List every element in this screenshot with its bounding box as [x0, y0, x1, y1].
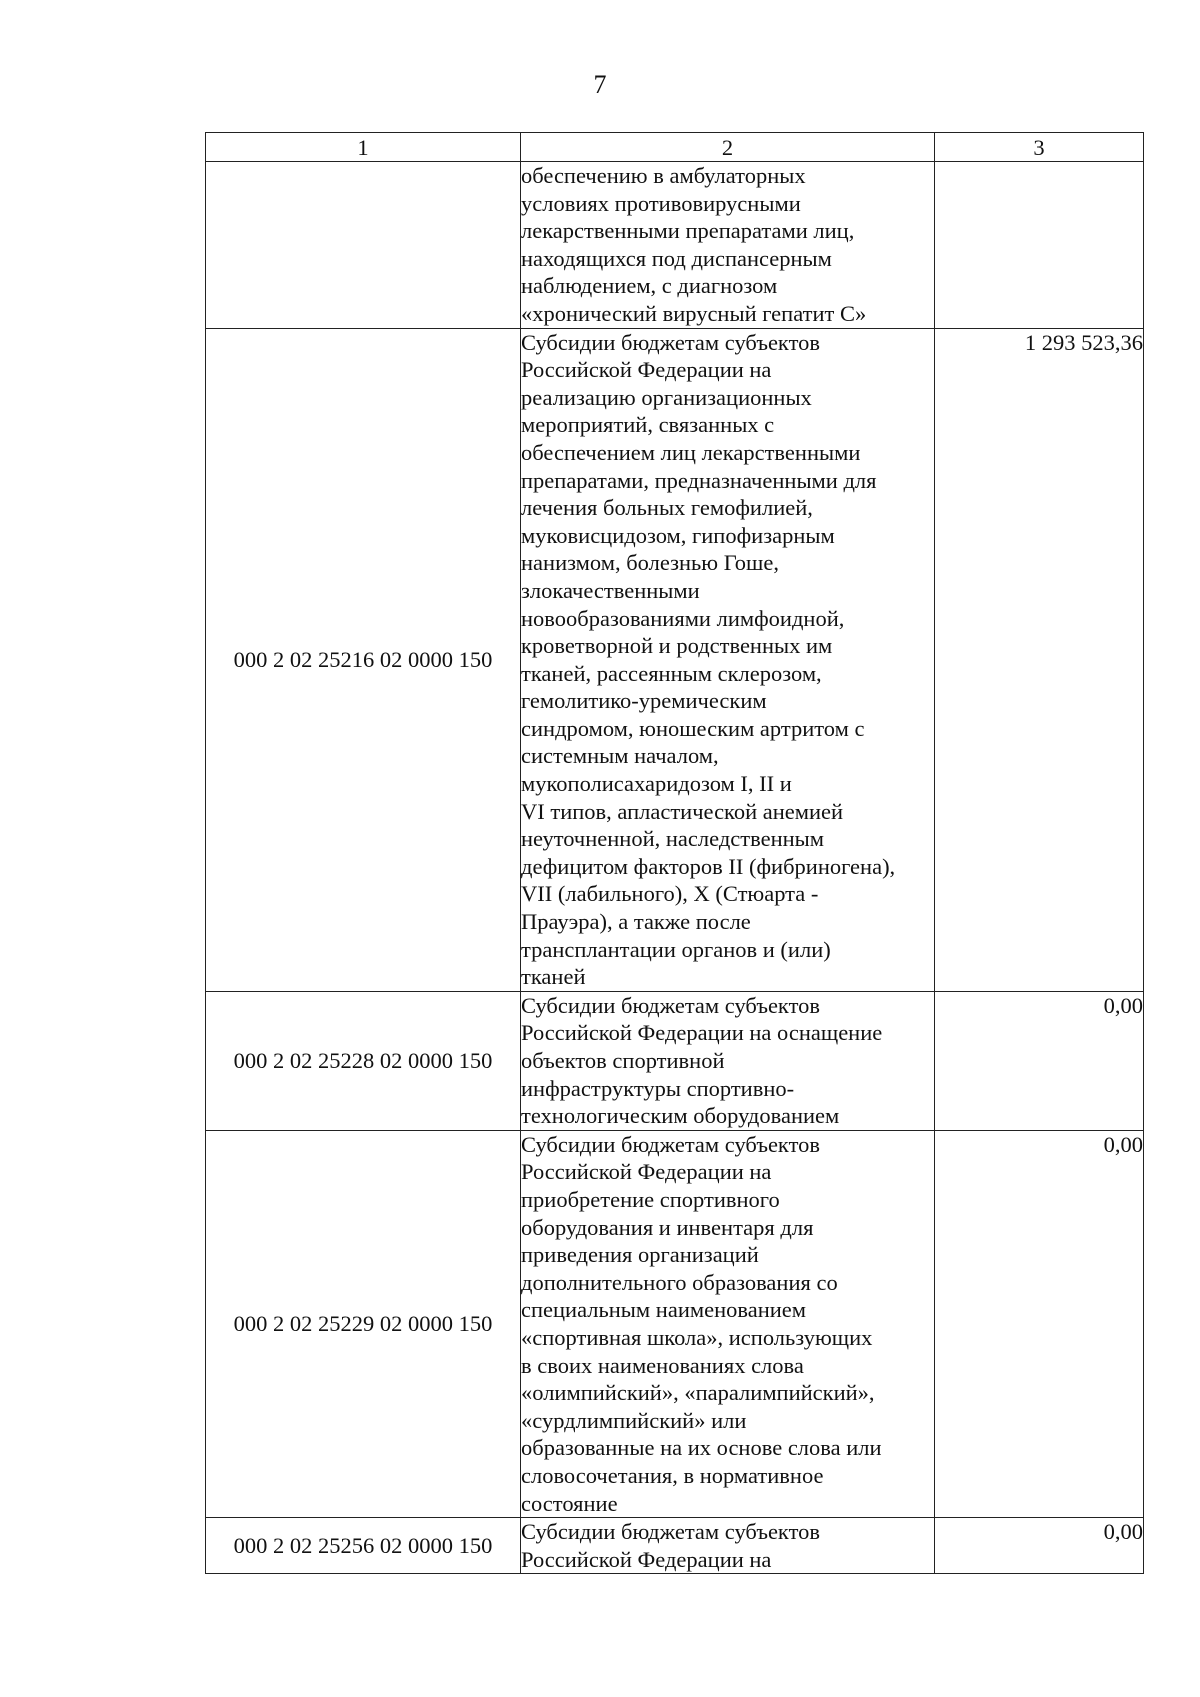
- table-row: [206, 162, 1144, 329]
- description-line: лечения больных гемофилией,: [521, 495, 813, 521]
- description-line: «спортивная школа», использующих: [521, 1324, 873, 1350]
- description-line: лекарственными препаратами лиц,: [521, 218, 855, 244]
- description-line: гемолитико-уремическим: [521, 688, 767, 714]
- description-line: Российской Федерации на: [521, 357, 772, 383]
- description-line: инфраструктуры спортивно-: [521, 1075, 795, 1101]
- description-line: состояние: [521, 1490, 618, 1516]
- column-header-1: 1: [206, 133, 521, 162]
- description-line: синдромом, юношеским артритом с: [521, 715, 865, 741]
- description-line: тканей, рассеянным склерозом,: [521, 660, 822, 686]
- description-line: мероприятий, связанных с: [521, 412, 775, 438]
- description-line: трансплантации органов и (или): [521, 936, 831, 962]
- description-line: VII (лабильного), X (Стюарта -: [521, 881, 819, 907]
- description-line: препаратами, предназначенными для: [521, 467, 877, 493]
- page-number: 7: [593, 70, 607, 99]
- budget-code-cell: 000 2 02 25229 02 0000 150: [206, 1130, 521, 1517]
- description-line: образованные на их основе слова или: [521, 1435, 882, 1461]
- description-line: Прауэра), а также после: [521, 909, 751, 935]
- description-line: «олимпийский», «паралимпийский»,: [521, 1380, 875, 1406]
- description-line: приведения организаций: [521, 1242, 759, 1268]
- description-line: нанизмом, болезнью Гоше,: [521, 550, 779, 576]
- budget-code-cell: 000 2 02 25228 02 0000 150: [206, 991, 521, 1130]
- description-line: VI типов, апластической анемией: [521, 798, 844, 824]
- description-line: приобретение спортивного: [521, 1186, 780, 1212]
- description-cell: [521, 1130, 935, 1517]
- description-cell: [521, 162, 935, 329]
- description-line: «сурдлимпийский» или: [521, 1407, 747, 1433]
- description-line: Субсидии бюджетам субъектов: [521, 1519, 820, 1545]
- table-row: [206, 991, 1144, 1130]
- column-header-2: 2: [521, 133, 935, 162]
- description-line: Субсидии бюджетам субъектов: [521, 329, 820, 355]
- description-line: тканей: [521, 964, 586, 990]
- description-line: Российской Федерации на оснащение: [521, 1020, 883, 1046]
- description-line: новообразованиями лимфоидной,: [521, 605, 845, 631]
- amount-cell: 0,00: [935, 1518, 1144, 1574]
- table-body: [206, 162, 1144, 1574]
- description-line: реализацию организационных: [521, 384, 812, 410]
- description-line: неуточненной, наследственным: [521, 826, 825, 852]
- description-cell: [521, 991, 935, 1130]
- description-line: Субсидии бюджетам субъектов: [521, 992, 820, 1018]
- description-line: наблюдением, с диагнозом: [521, 273, 778, 299]
- description-line: мукополисахаридозом I, II и: [521, 771, 792, 797]
- description-line: кроветворной и родственных им: [521, 633, 833, 659]
- description-line: дополнительного образования со: [521, 1269, 838, 1295]
- column-header-3: 3: [935, 133, 1144, 162]
- description-line: условиях противовирусными: [521, 190, 801, 216]
- description-line: оборудования и инвентаря для: [521, 1214, 814, 1240]
- amount-cell: 1 293 523,36: [935, 328, 1144, 991]
- description-line: словосочетания, в нормативное: [521, 1462, 824, 1488]
- budget-table: [205, 132, 1144, 1574]
- description-line: злокачественными: [521, 577, 700, 603]
- description-line: «хронический вирусный гепатит С»: [521, 300, 867, 326]
- description-line: специальным наименованием: [521, 1297, 806, 1323]
- description-line: находящихся под диспансерным: [521, 245, 832, 271]
- table-row: [206, 1130, 1144, 1517]
- description-line: обеспечению в амбулаторных: [521, 163, 806, 188]
- budget-code-cell: 000 2 02 25216 02 0000 150: [206, 328, 521, 991]
- header-row: [206, 133, 1144, 162]
- budget-code-cell: [206, 162, 521, 329]
- description-line: дефицитом факторов II (фибриногена),: [521, 853, 896, 879]
- description-line: Российской Федерации на: [521, 1546, 772, 1572]
- table-row: [206, 328, 1144, 991]
- description-line: технологическим оборудованием: [521, 1103, 840, 1129]
- description-line: муковисцидозом, гипофизарным: [521, 522, 835, 548]
- amount-cell: 0,00: [935, 1130, 1144, 1517]
- description-line: обеспечением лиц лекарственными: [521, 439, 861, 465]
- amount-cell: [935, 162, 1144, 329]
- amount-cell: 0,00: [935, 991, 1144, 1130]
- description-line: в своих наименованиях слова: [521, 1352, 804, 1378]
- description-line: Субсидии бюджетам субъектов: [521, 1131, 820, 1157]
- description-cell: [521, 1518, 935, 1574]
- description-line: системным началом,: [521, 743, 719, 769]
- description-line: объектов спортивной: [521, 1048, 725, 1073]
- budget-code-cell: 000 2 02 25256 02 0000 150: [206, 1518, 521, 1574]
- description-cell: [521, 328, 935, 991]
- table-row: [206, 1518, 1144, 1574]
- description-line: Российской Федерации на: [521, 1159, 772, 1185]
